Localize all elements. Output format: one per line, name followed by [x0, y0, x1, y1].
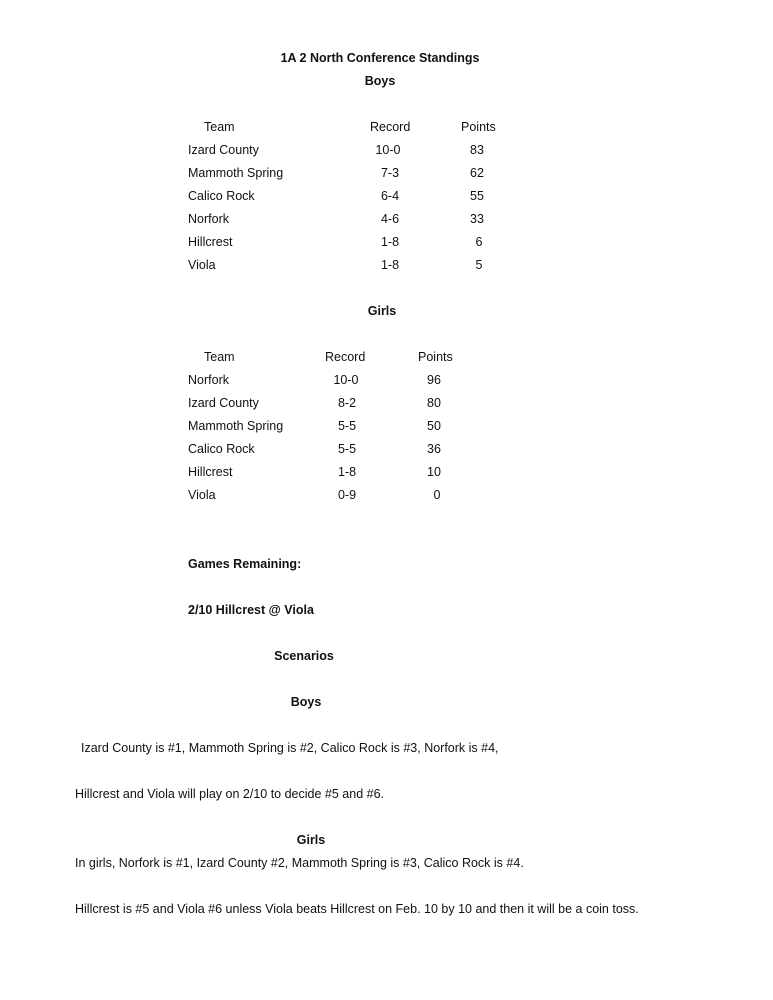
- scenarios-girls-heading: Girls: [296, 833, 326, 847]
- boys-header-team: Team: [204, 120, 235, 134]
- team-name: Mammoth Spring: [188, 166, 284, 180]
- scenarios-boys-heading: Boys: [290, 695, 322, 709]
- boys-heading: Boys: [364, 74, 396, 88]
- record-value: 10-0: [333, 373, 359, 387]
- girls-header-points: Points: [418, 350, 453, 364]
- team-name: Izard County: [188, 143, 259, 157]
- record-value: 10-0: [375, 143, 401, 157]
- team-name: Viola: [188, 488, 216, 502]
- boys-scenario-line-2: Hillcrest and Viola will play on 2/10 to decide #5 and #6.: [75, 787, 384, 801]
- team-name: Hillcrest: [188, 235, 233, 249]
- points-value: 96: [427, 373, 441, 387]
- girls-scenario-line-2: Hillcrest is #5 and Viola #6 unless Viola beats Hillcrest on Feb. 10 by 10 and then it will be a coin toss.: [75, 902, 639, 916]
- record-value: 1-8: [380, 235, 400, 249]
- girls-scenario-line-1: In girls, Norfork is #1, Izard County #2, Mammoth Spring is #3, Calico Rock is #4.: [75, 856, 524, 870]
- points-value: 83: [470, 143, 484, 157]
- page-title: 1A 2 North Conference Standings: [280, 51, 480, 65]
- boys-header-record: Record: [370, 120, 411, 134]
- points-value: 80: [427, 396, 441, 410]
- points-value: 5: [475, 258, 483, 272]
- team-name: Izard County: [188, 396, 259, 410]
- record-value: 4-6: [380, 212, 400, 226]
- team-name: Viola: [188, 258, 216, 272]
- remaining-game: 2/10 Hillcrest @ Viola: [188, 603, 314, 617]
- games-remaining-label: Games Remaining:: [188, 557, 302, 571]
- points-value: 36: [427, 442, 441, 456]
- record-value: 7-3: [380, 166, 400, 180]
- team-name: Mammoth Spring: [188, 419, 284, 433]
- team-name: Hillcrest: [188, 465, 233, 479]
- record-value: 8-2: [337, 396, 357, 410]
- boys-header-points: Points: [461, 120, 496, 134]
- record-value: 1-8: [337, 465, 357, 479]
- team-name: Norfork: [188, 373, 229, 387]
- team-name: Norfork: [188, 212, 229, 226]
- record-value: 6-4: [380, 189, 400, 203]
- record-value: 5-5: [337, 419, 357, 433]
- team-name: Calico Rock: [188, 189, 255, 203]
- record-value: 5-5: [337, 442, 357, 456]
- girls-heading: Girls: [367, 304, 397, 318]
- points-value: 0: [433, 488, 441, 502]
- boys-scenario-line-1: Izard County is #1, Mammoth Spring is #2, Calico Rock is #3, Norfork is #4,: [81, 741, 499, 755]
- girls-header-record: Record: [325, 350, 366, 364]
- points-value: 33: [470, 212, 484, 226]
- points-value: 10: [427, 465, 441, 479]
- girls-header-team: Team: [204, 350, 235, 364]
- team-name: Calico Rock: [188, 442, 255, 456]
- record-value: 1-8: [380, 258, 400, 272]
- points-value: 55: [470, 189, 484, 203]
- points-value: 50: [427, 419, 441, 433]
- scenarios-heading: Scenarios: [274, 649, 334, 663]
- points-value: 62: [470, 166, 484, 180]
- points-value: 6: [475, 235, 483, 249]
- record-value: 0-9: [337, 488, 357, 502]
